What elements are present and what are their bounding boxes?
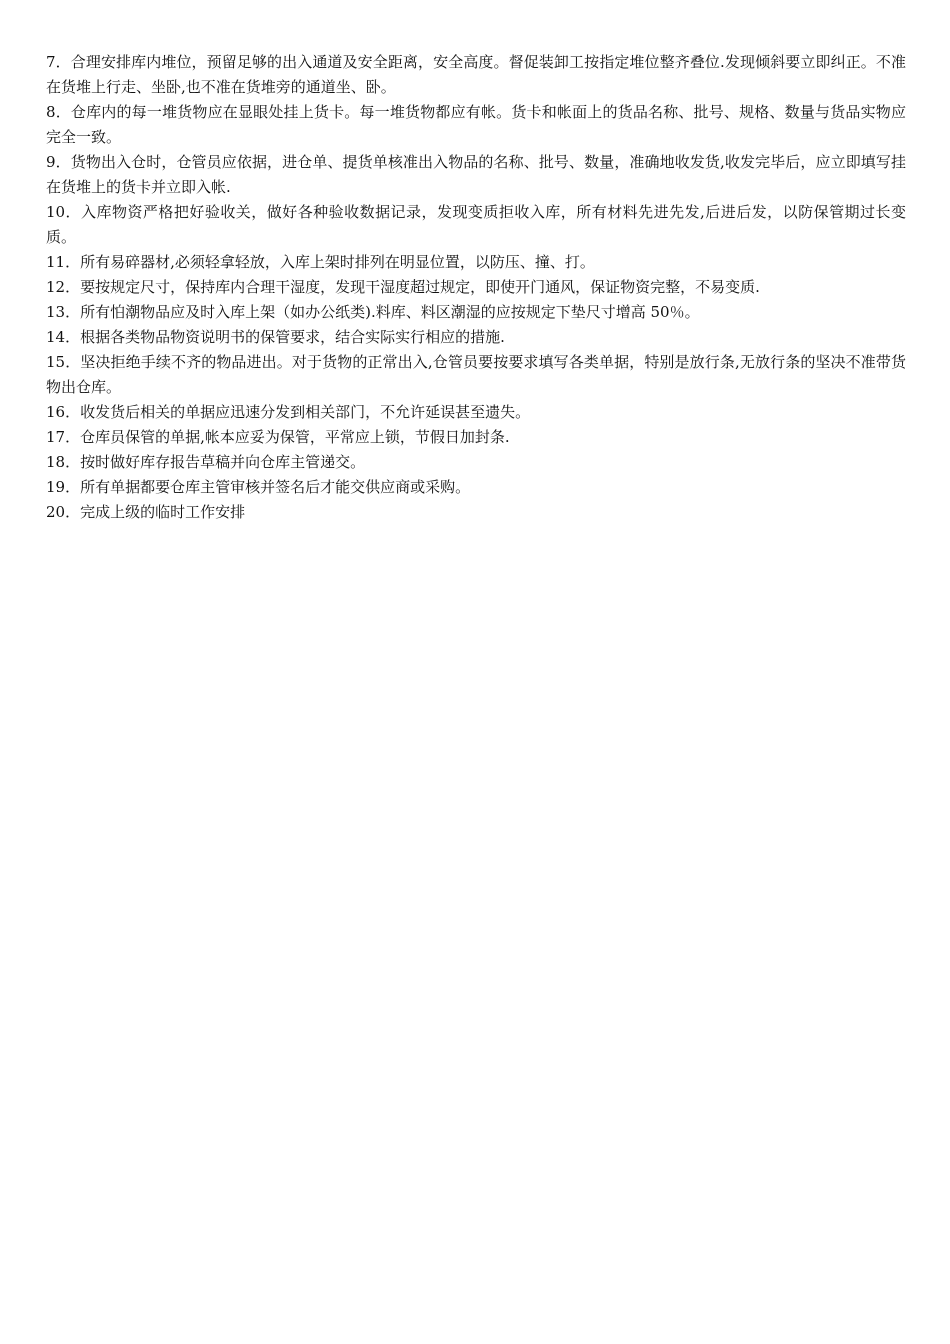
list-item: 7．合理安排库内堆位，预留足够的出入通道及安全距离，安全高度。督促装卸工按指定堆位整齐叠位.发现倾斜要立即纠正。不准在货堆上行走、坐卧,也不准在货堆旁的通道坐、卧。 xyxy=(46,53,906,96)
list-item: 14．根据各类物品物资说明书的保管要求，结合实际实行相应的措施. xyxy=(46,328,505,346)
list-item: 13．所有怕潮物品应及时入库上架（如办公纸类).料库、料区潮湿的应按规定下垫尺寸增高 50％。 xyxy=(46,303,700,321)
list-item: 15．坚决拒绝手续不齐的物品进出。对于货物的正常出入,仓管员要按要求填写各类单据，特别是放行条,无放行条的坚决不准带货物出仓库。 xyxy=(46,353,906,396)
list-item: 10．入库物资严格把好验收关，做好各种验收数据记录，发现变质拒收入库，所有材料先进先发,后进后发，以防保管期过长变质。 xyxy=(46,203,906,246)
list-item: 11．所有易碎器材,必须轻拿轻放，入库上架时排列在明显位置，以防压、撞、打。 xyxy=(46,253,595,271)
list-item: 12．要按规定尺寸，保持库内合理干湿度，发现干湿度超过规定，即使开门通风，保证物资完整，不易变质. xyxy=(46,278,760,296)
list-item: 16．收发货后相关的单据应迅速分发到相关部门，不允许延误甚至遗失。 xyxy=(46,403,531,421)
list-item: 19．所有单据都要仓库主管审核并签名后才能交供应商或采购。 xyxy=(46,478,471,496)
list-item: 9．货物出入仓时，仓管员应依据，进仓单、提货单核准出入物品的名称、批号、数量，准确地收发货,收发完毕后，应立即填写挂在货堆上的货卡并立即入帐. xyxy=(46,153,906,196)
list-item: 8．仓库内的每一堆货物应在显眼处挂上货卡。每一堆货物都应有帐。货卡和帐面上的货品名称、批号、规格、数量与货品实物应完全一致。 xyxy=(46,103,906,146)
list-item: 20．完成上级的临时工作安排 xyxy=(46,503,246,521)
list-item: 17．仓库员保管的单据,帐本应妥为保管，平常应上锁，节假日加封条. xyxy=(46,428,510,446)
list-item: 18．按时做好库存报告草稿并向仓库主管递交。 xyxy=(46,453,366,471)
document-body xyxy=(46,50,906,525)
